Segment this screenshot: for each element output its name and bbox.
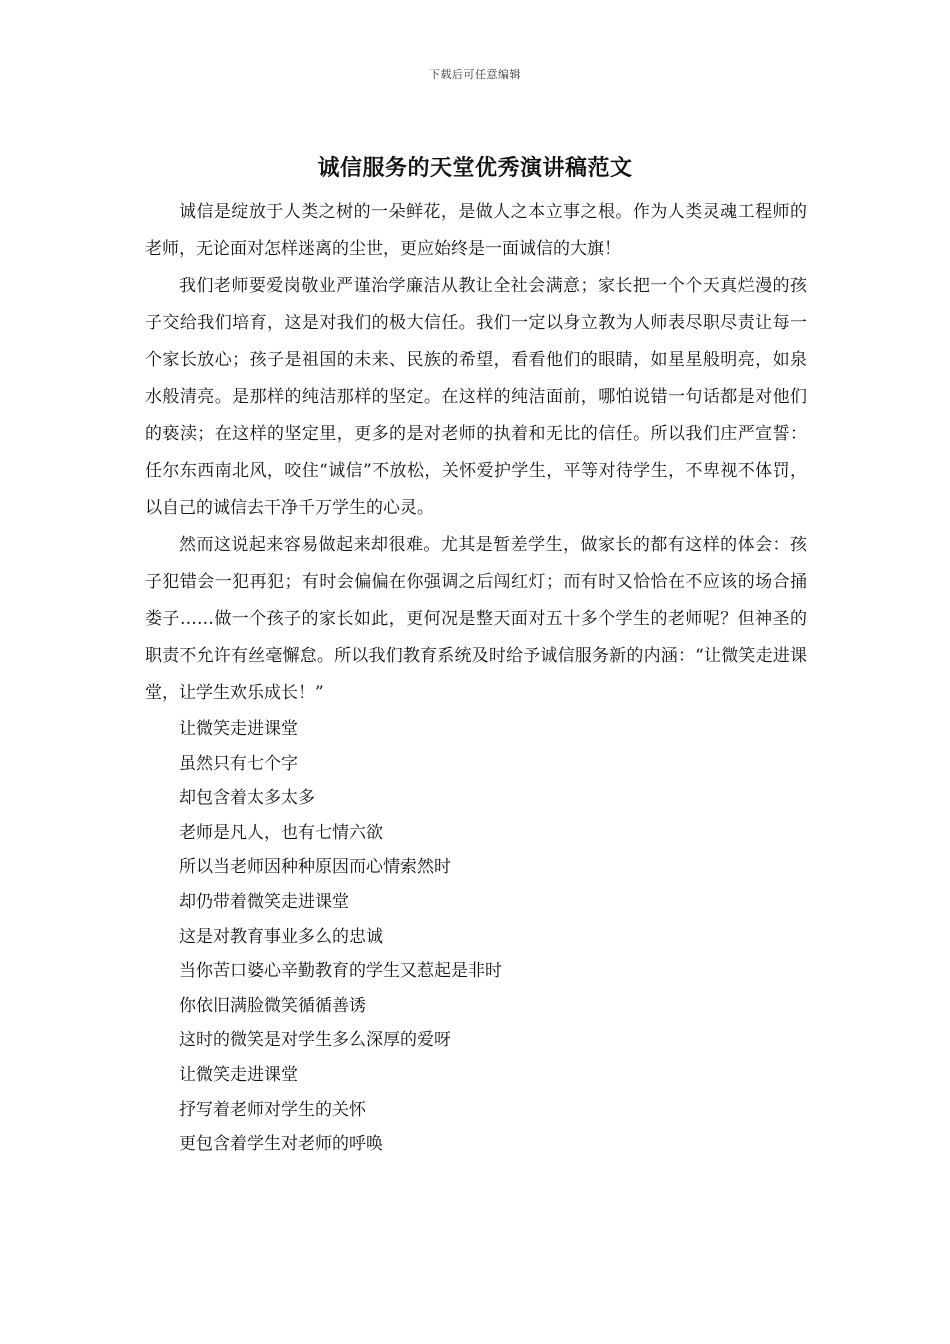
document-body bbox=[145, 194, 807, 1162]
paragraph-1: 诚信是绽放于人类之树的一朵鲜花，是做人之本立事之根。作为人类灵魂工程师的老师，无论面对怎样迷离的尘世，更应始终是一面诚信的大旗！ bbox=[145, 202, 807, 259]
poem-line: 虽然只有七个字 bbox=[179, 753, 298, 774]
poem-line: 这时的微笑是对学生多么深厚的爱呀 bbox=[179, 1030, 451, 1051]
poem-line: 抒写着老师对学生的关怀 bbox=[179, 1099, 366, 1120]
poem bbox=[145, 712, 807, 1162]
poem-line: 更包含着学生对老师的呼唤 bbox=[179, 1134, 383, 1155]
paragraph-3: 然而这说起来容易做起来却很难。尤其是暂差学生，做家长的都有这样的体会：孩子犯错会一犯再犯；有时会偏偏在你强调之后闯红灯；而有时又恰恰在不应该的场合捅娄子……做一个孩子的家长如此，更何况是整天面对五十多个学生的老师呢？但神圣的职责不允许有丝毫懈怠。所以我们教育系统及时给予诚信服务新的内涵：“让微笑走进课堂，让学生欢乐成长！” bbox=[145, 535, 807, 703]
poem-line: 让微笑走进课堂 bbox=[179, 719, 298, 739]
poem-line: 你依旧满脸微笑循循善诱 bbox=[179, 995, 366, 1016]
poem-line: 却包含着太多太多 bbox=[179, 788, 315, 809]
poem-line: 当你苦口婆心辛勤教育的学生又惹起是非时 bbox=[179, 961, 502, 982]
paragraph-2: 我们老师要爱岗敬业严谨治学廉洁从教让全社会满意；家长把一个个天真烂漫的孩子交给我们培育，这是对我们的极大信任。我们一定以身立教为人师表尽职尽责让每一个家长放心；孩子是祖国的未来、民族的希望，看看他们的眼睛，如星星般明亮，如泉水般清亮。是那样的纯洁那样的坚定。在这样的纯洁面前，哪怕说错一句话都是对他们的亵渎；在这样的坚定里，更多的是对老师的执着和无比的信任。所以我们庄严宣誓：任尔东西南北风，咬住“诚信”不放松，关怀爱护学生，平等对待学生，不卑视不体罚，以自己的诚信去干净千万学生的心灵。 bbox=[145, 276, 807, 518]
poem-line: 所以当老师因种种原因而心情索然时 bbox=[179, 857, 451, 878]
poem-line: 让微笑走进课堂 bbox=[179, 1064, 298, 1085]
page-header: 下载后可任意编辑 bbox=[429, 68, 521, 81]
document-title: 诚信服务的天堂优秀演讲稿范文 bbox=[317, 155, 633, 181]
poem-line: 老师是凡人，也有七情六欲 bbox=[179, 822, 383, 843]
poem-line: 却仍带着微笑走进课堂 bbox=[179, 891, 349, 912]
poem-line: 这是对教育事业多么的忠诚 bbox=[179, 926, 383, 947]
